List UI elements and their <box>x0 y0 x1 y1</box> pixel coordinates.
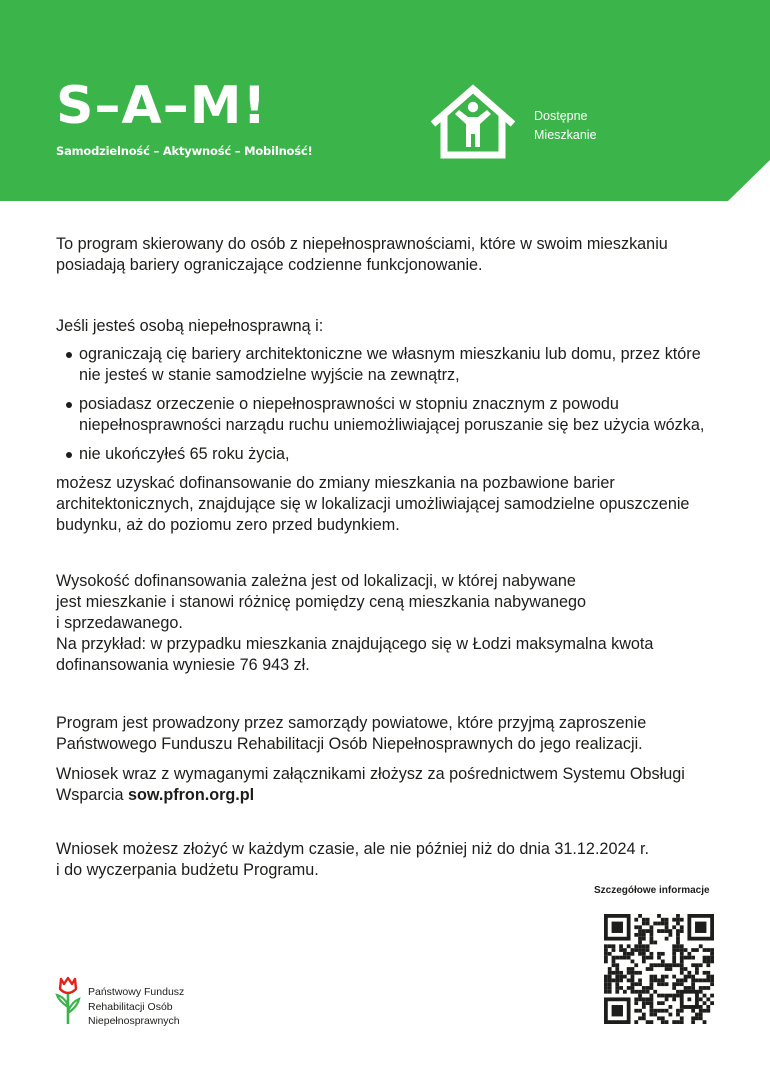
program-name-line1: Dostępne <box>534 109 588 123</box>
intro-paragraph: To program skierowany do osób z niepełnosprawnościami, które w swoim mieszkaniu posiadają bariery ograniczające codzienne funkcjonowanie. <box>56 235 668 274</box>
list-item <box>56 444 721 465</box>
amount-line1: Wysokość dofinansowania zależna jest od lokalizacji, w której nabywane <box>56 572 576 590</box>
list-item <box>56 394 721 436</box>
header-banner <box>0 0 714 201</box>
funding-paragraph: możesz uzyskać dofinansowanie do zmiany mieszkania na pozbawione barier architektonicznych, znajdujące się w lokalizacji umożliwiającej samodzielne opuszczenie budynku, aż do poziomu zero przed budynkiem. <box>56 474 690 534</box>
pfron-line3: Niepełnosprawnych <box>88 1015 180 1027</box>
pfron-name <box>88 985 184 1029</box>
accessible-home-icon <box>430 84 516 160</box>
list-item-text: posiadasz orzeczenie o niepełnosprawności w stopniu znacznym z powodu niepełnosprawności narządu ruchu uniemożliwiającej poruszanie się bez użycia wózka, <box>79 395 705 434</box>
details-label: Szczegółowe informacje <box>594 885 710 896</box>
eligibility-list <box>56 344 721 465</box>
sow-link[interactable]: sow.pfron.org.pl <box>127 786 255 804</box>
bullet-icon <box>66 402 72 408</box>
main-content <box>56 234 721 881</box>
list-item-text: ograniczają cię bariery architektoniczne we własnym mieszkaniu lub domu, przez które nie jesteś w stanie samodzielne wyjście na zewnątrz, <box>79 345 701 384</box>
qr-code-icon[interactable] <box>604 914 714 1024</box>
list-item <box>56 344 721 386</box>
deadline-paragraph <box>56 839 721 881</box>
tagline: Samodzielność – Aktywność – Mobilność! <box>56 144 313 158</box>
sam-logo: S–A–M! <box>56 76 268 136</box>
application-paragraph <box>56 764 721 806</box>
amount-example: Na przykład: w przypadku mieszkania znajdującego się w Łodzi maksymalna kwota dofinansowania wyniesie 76 943 zł. <box>56 635 654 674</box>
pfron-logo <box>55 975 81 1025</box>
eligibility-lead: Jeśli jesteś osobą niepełnosprawną i: <box>56 317 324 335</box>
pfron-line1: Państwowy Fundusz <box>88 986 185 998</box>
program-info-paragraph: Program jest prowadzony przez samorządy powiatowe, które przyjmą zaproszenie Państwowego Funduszu Rehabilitacji Osób Niepełnosprawnych do jego realizacji. <box>56 714 647 753</box>
list-item-text: nie ukończyłeś 65 roku życia, <box>79 445 290 463</box>
program-name-line2: Mieszkanie <box>534 128 597 142</box>
program-name-label <box>534 107 597 145</box>
bullet-icon <box>66 452 72 458</box>
amount-line3: i sprzedawanego. <box>56 614 183 632</box>
application-text: Wniosek wraz z wymaganymi załącznikami złożysz za pośrednictwem Systemu Obsługi Wsparcia <box>56 765 685 804</box>
deadline-line2: i do wyczerpania budżetu Programu. <box>56 861 319 879</box>
header-corner-cut <box>714 0 770 201</box>
deadline-line1: Wniosek możesz złożyć w każdym czasie, ale nie później niż do dnia 31.12.2024 r. <box>56 840 649 858</box>
bullet-icon <box>66 352 72 358</box>
amount-line2: jest mieszkanie i stanowi różnicę pomiędzy ceną mieszkania nabywanego <box>56 593 586 611</box>
amount-paragraph <box>56 571 721 634</box>
pfron-line2: Rehabilitacji Osób <box>88 1000 173 1013</box>
